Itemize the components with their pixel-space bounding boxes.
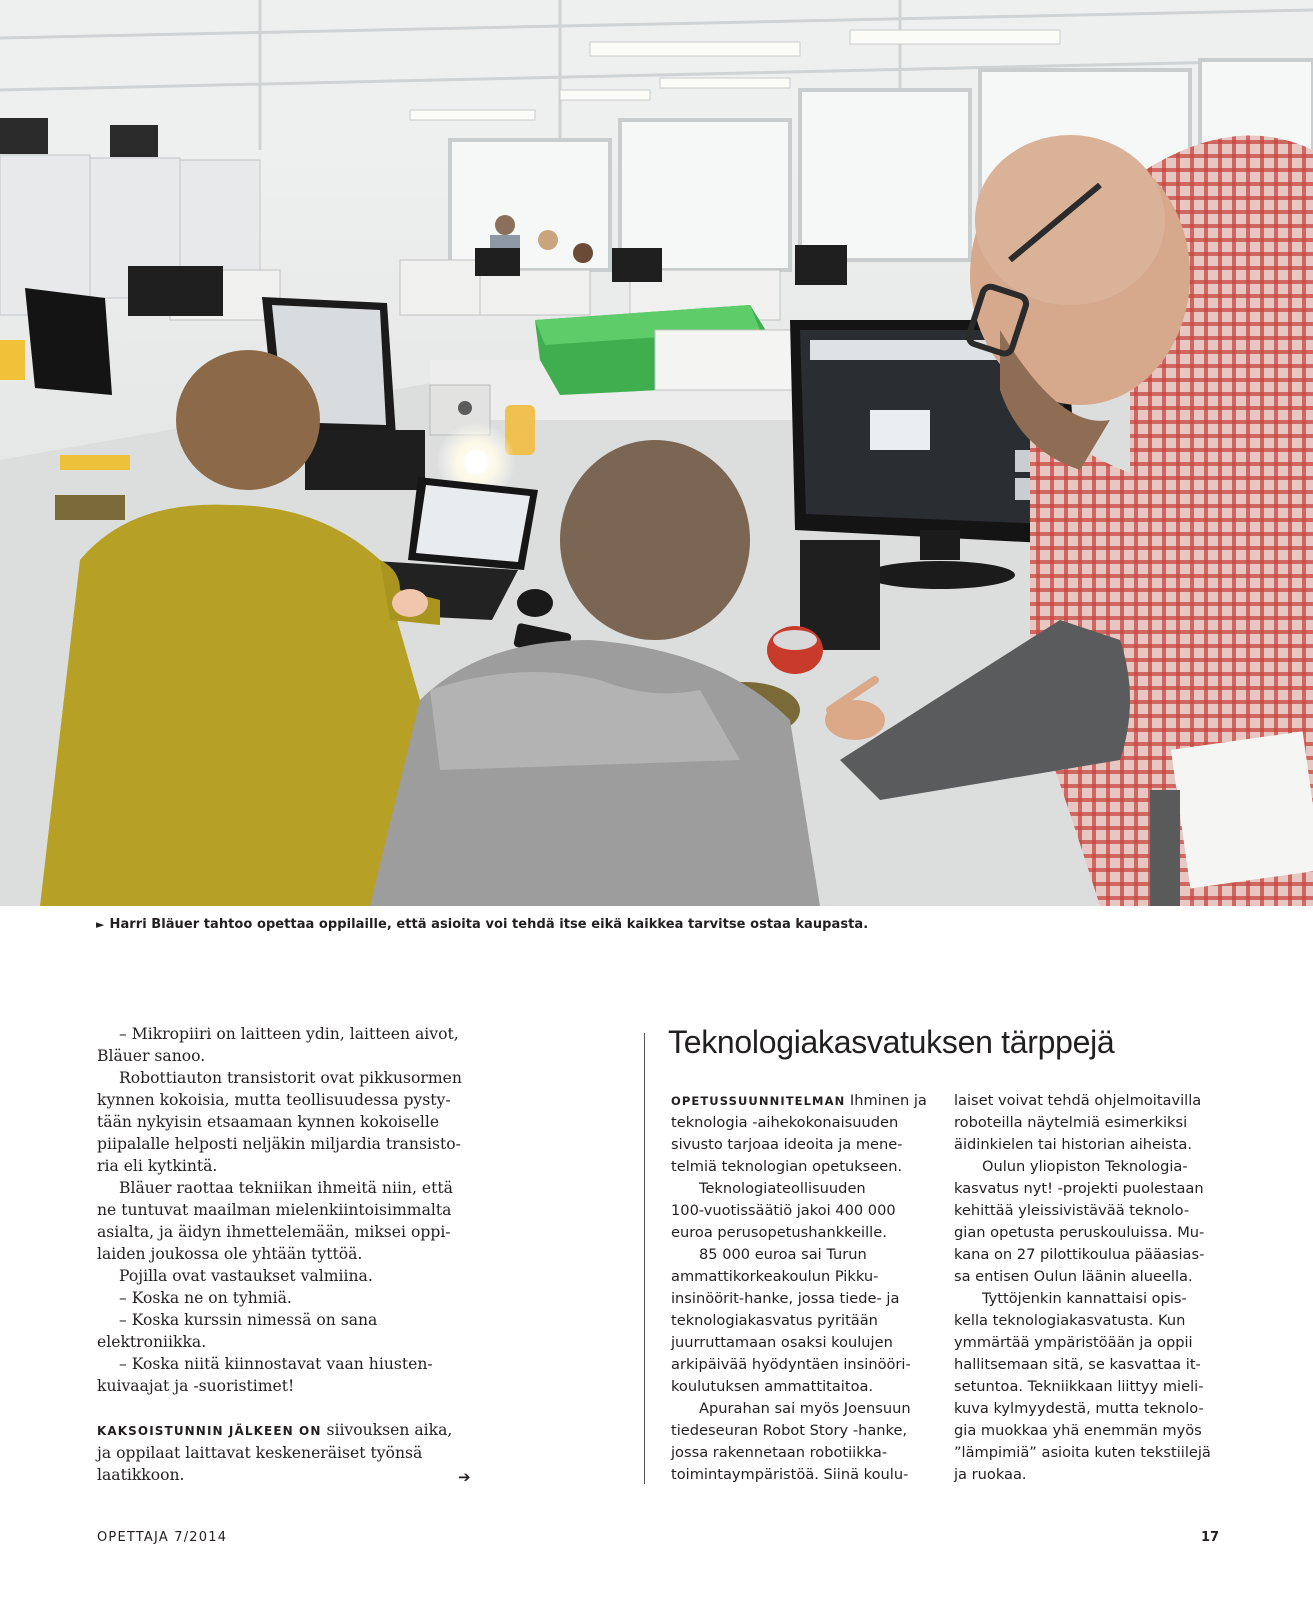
box-line: sivusto tarjoaa ideoita ja mene-: [671, 1136, 903, 1153]
body-line: ja oppilaat laittavat keskeneräiset työnsä: [97, 1444, 423, 1462]
box-lead-line: [671, 1090, 926, 1112]
box-line: äidinkielen tai historian aiheista.: [954, 1136, 1192, 1153]
body-line: ne tuntuvat maailman mielenkiintoisimmalta: [97, 1201, 452, 1219]
body-line: – Koska kurssin nimessä on sana: [119, 1311, 378, 1329]
box-line: setuntoa. Tekniikkaan liittyy mieli-: [954, 1378, 1204, 1395]
section-lead-rest: siivouksen aika,: [321, 1421, 453, 1439]
body-line: – Koska niitä kiinnostavat vaan hiusten-: [119, 1355, 433, 1373]
box-line: kehittää yleissivistävää teknolo-: [954, 1202, 1190, 1219]
box-line: ymmärtää ympäristöään ja oppii: [954, 1334, 1193, 1351]
body-line: piipalalle helposti neljäkin miljardia transisto-: [97, 1135, 461, 1153]
box-line: jossa rakennetaan robotiikka-: [671, 1444, 888, 1461]
body-line: laatikkoon.: [97, 1466, 185, 1484]
box-line: Apurahan sai myös Joensuun: [699, 1400, 911, 1417]
body-line: elektroniikka.: [97, 1333, 207, 1351]
body-line: laiden joukossa ole yhtään tyttöä.: [97, 1245, 363, 1263]
box-line: toimintaympäristöä. Siinä koulu-: [671, 1466, 909, 1483]
box-line: hallitsemaan sitä, se kasvattaa it-: [954, 1356, 1201, 1373]
box-line: gia muokkaa yhä enemmän myös: [954, 1422, 1202, 1439]
body-line: – Koska ne on tyhmiä.: [119, 1289, 292, 1307]
body-line: ria eli kytkintä.: [97, 1157, 218, 1175]
body-line: tään nykyisin etsaamaan kynnen kokoiselle: [97, 1113, 440, 1131]
box-line: kella teknologiakasvatusta. Kun: [954, 1312, 1186, 1329]
box-line: sa entisen Oulun läänin alueella.: [954, 1268, 1193, 1285]
box-lead-rest: Ihminen ja: [845, 1092, 927, 1109]
caption-text: Harri Bläuer tahtoo opettaa oppilaille, että asioita voi tehdä itse eikä kaikkea tarvitse ostaa kaupasta.: [109, 917, 869, 932]
box-line: 85 000 euroa sai Turun: [699, 1246, 867, 1263]
box-line: ”lämpimiä” asioita kuten tekstiilejä: [954, 1444, 1211, 1461]
body-line: Bläuer sanoo.: [97, 1047, 206, 1065]
box-line: teknologiakasvatus pyritään: [671, 1312, 878, 1329]
body-line: asialta, ja äidyn ihmettelemään, miksei oppi-: [97, 1223, 451, 1241]
box-line: kana on 27 pilottikoulua pääasias-: [954, 1246, 1205, 1263]
box-line: roboteilla näytelmiä esimerkiksi: [954, 1114, 1188, 1131]
box-line: arkipäivää hyödyntäen insinööri-: [671, 1356, 911, 1373]
box-line: telmiä teknologian opetukseen.: [671, 1158, 903, 1175]
box-line: Tyttöjenkin kannattaisi opis-: [982, 1290, 1187, 1307]
box-line: teknologia -aihekokonaisuuden: [671, 1114, 899, 1131]
box-line: gian opetusta peruskouluissa. Mu-: [954, 1224, 1205, 1241]
box-line: kasvatus nyt! -projekti puolestaan: [954, 1180, 1204, 1197]
box-line: ja ruokaa.: [954, 1466, 1027, 1483]
box-line: koulutuksen ammattitaitoa.: [671, 1378, 874, 1395]
box-line: tiedeseuran Robot Story -hanke,: [671, 1422, 908, 1439]
section-lead-line: [97, 1419, 457, 1442]
photo-caption: [96, 917, 868, 932]
box-line: ammattikorkeakoulun Pikku-: [671, 1268, 879, 1285]
box-lead-caps: OPETUSSUUNNITELMAN: [671, 1094, 846, 1108]
box-line: Oulun yliopiston Teknologia-: [982, 1158, 1188, 1175]
box-divider: [644, 1033, 645, 1484]
section-lead-caps: KAKSOISTUNNIN JÄLKEEN ON: [97, 1424, 322, 1438]
box-column-a: [671, 1090, 926, 1486]
body-line: – Mikropiiri on laitteen ydin, laitteen aivot,: [119, 1025, 459, 1043]
box-title: Teknologiakasvatuksen tärppejä: [668, 1024, 1115, 1060]
article-left-column: [97, 1023, 462, 1486]
page-number: 17: [1201, 1530, 1220, 1545]
box-line: insinöörit-hanke, jossa tiede- ja: [671, 1290, 900, 1307]
caption-arrow-icon: ►: [96, 918, 105, 931]
box-line: Teknologiateollisuuden: [699, 1180, 866, 1197]
body-line: kuivaajat ja -suoristimet!: [97, 1377, 295, 1395]
box-line: 100-vuotissäätiö jakoi 400 000: [671, 1202, 896, 1219]
box-line: juurruttamaan osaksi koulujen: [671, 1334, 893, 1351]
box-line: laiset voivat tehdä ohjelmoitavilla: [954, 1092, 1202, 1109]
body-line: Bläuer raottaa tekniikan ihmeitä niin, että: [119, 1179, 453, 1197]
magazine-issue: OPETTAJA 7/2014: [97, 1530, 228, 1545]
body-line: Pojilla ovat vastaukset valmiina.: [119, 1267, 373, 1285]
body-line: Robottiauton transistorit ovat pikkusormen: [119, 1069, 462, 1087]
box-line: kuva kylmyydestä, mutta teknolo-: [954, 1400, 1204, 1417]
continue-arrow-icon: ➔: [458, 1468, 471, 1486]
box-line: euroa perusopetushankkeille.: [671, 1224, 887, 1241]
box-column-b: [954, 1090, 1224, 1486]
body-line: kynnen kokoisia, mutta teollisuudessa pysty-: [97, 1091, 451, 1109]
